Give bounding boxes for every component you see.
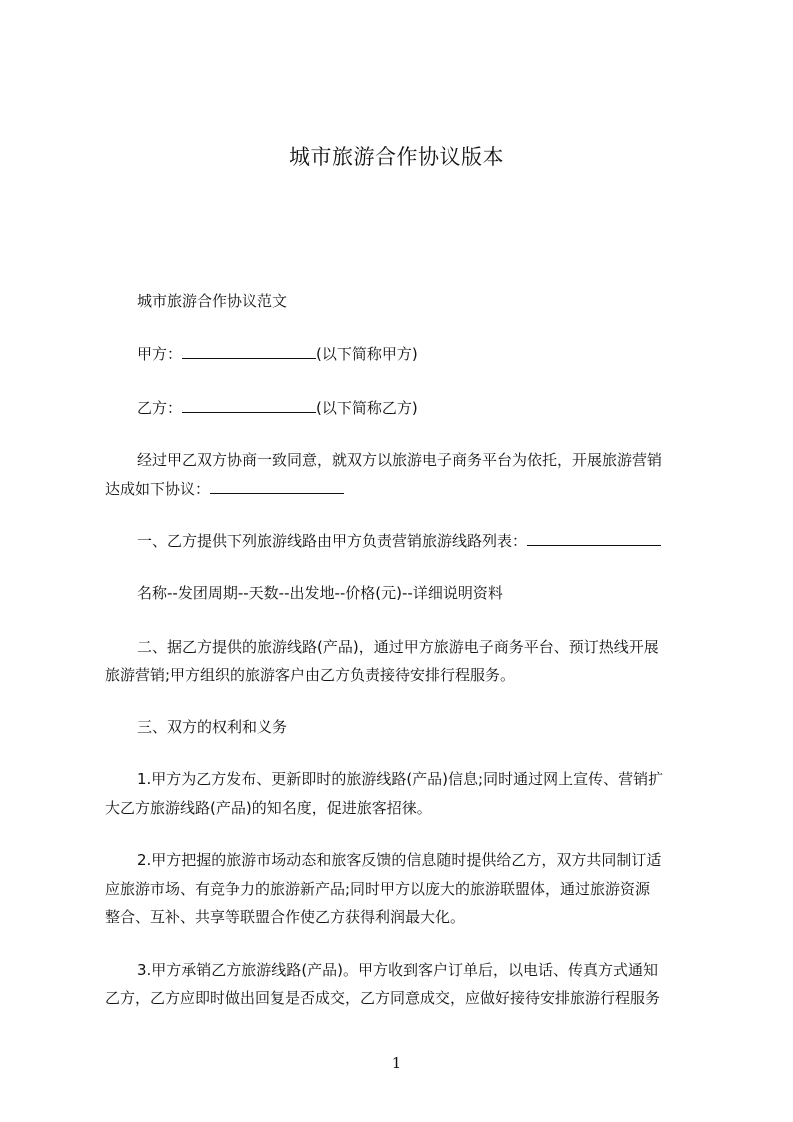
section-2-line-2: 旅游营销;甲方组织的旅游客户由乙方负责接待安排行程服务。 xyxy=(105,666,516,684)
intro-line-2 xyxy=(105,475,703,504)
party-b-line xyxy=(105,394,735,423)
item-2-line-3: 整合、互补、共享等联盟合作使乙方获得利润最大化。 xyxy=(105,908,466,926)
document-title: 城市旅游合作协议版本 xyxy=(289,145,504,169)
party-b-blank xyxy=(182,396,316,413)
party-b-suffix: (以下简称乙方) xyxy=(316,399,418,417)
item-3-line-2: 乙方，乙方应即时做出回复是否成交，乙方同意成交，应做好接待安排旅游行程服务 xyxy=(105,989,661,1007)
party-a-suffix: (以下简称甲方) xyxy=(316,345,418,363)
party-a-blank xyxy=(182,342,316,359)
document-subtitle: 城市旅游合作协议范文 xyxy=(137,292,288,310)
agreement-blank xyxy=(210,477,344,494)
section-1 xyxy=(105,527,735,556)
item-3-line-1: 3.甲方承销乙方旅游线路(产品)。甲方收到客户订单后，以电话、传真方式通知 xyxy=(137,961,659,979)
party-a-line xyxy=(105,340,735,369)
item-1-line-1: 1.甲方为乙方发布、更新即时的旅游线路(产品)信息;同时通过网上宣传、营销扩 xyxy=(137,770,664,788)
party-b-label: 乙方： xyxy=(137,399,183,417)
section-1-text: 一、乙方提供下列旅游线路由甲方负责营销旅游线路列表： xyxy=(137,532,528,550)
page-number: 1 xyxy=(391,1054,402,1072)
item-2-line-1: 2.甲方把握的旅游市场动态和旅客反馈的信息随时提供给乙方，双方共同制订适 xyxy=(137,851,662,869)
section-2-line-1: 二、据乙方提供的旅游线路(产品)，通过甲方旅游电子商务平台、预订热线开展 xyxy=(137,638,659,656)
item-2-line-2: 应旅游市场、有竞争力的旅游新产品;同时甲方以庞大的旅游联盟体，通过旅游资源 xyxy=(105,880,651,898)
section-3-heading: 三、双方的权利和义务 xyxy=(137,718,288,736)
route-table-header: 名称--发团周期--天数--出发地--价格(元)--详细说明资料 xyxy=(137,584,503,602)
item-1-line-2: 大乙方旅游线路(产品)的知名度，促进旅客招徕。 xyxy=(105,799,432,817)
intro-line-1: 经过甲乙双方协商一致同意，就双方以旅游电子商务平台为依托，开展旅游营销 xyxy=(137,451,663,469)
intro-line-2-text: 达成如下协议： xyxy=(105,480,211,498)
party-a-label: 甲方： xyxy=(137,345,183,363)
route-list-blank xyxy=(527,529,661,546)
